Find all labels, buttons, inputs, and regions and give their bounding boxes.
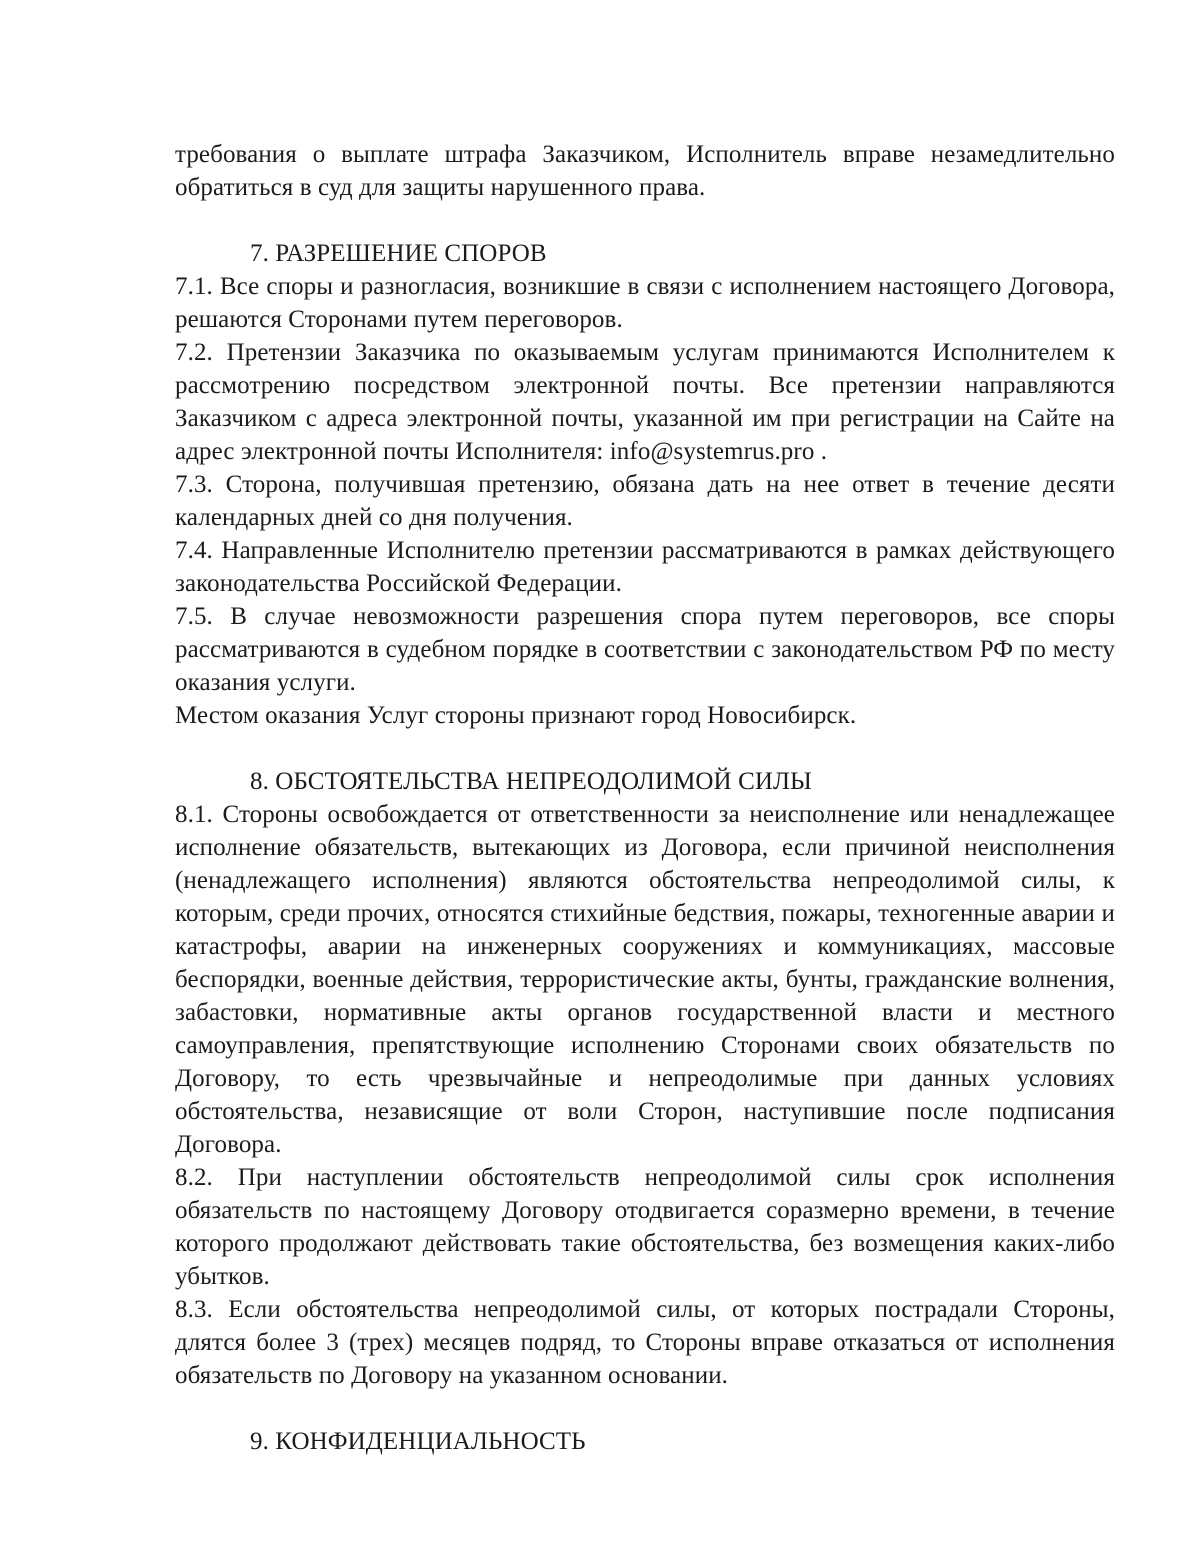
paragraph-place-of-services: Местом оказания Услуг стороны признают город Новосибирск. <box>175 702 857 729</box>
clause-7-4: 7.4. Направленные Исполнителю претензии рассматриваются в рамках действующего законодательства Российской Федерации. <box>175 537 1115 597</box>
heading-section-9-confidentiality: 9. КОНФИДЕНЦИАЛЬНОСТЬ <box>250 1428 586 1455</box>
clause-7-1: 7.1. Все споры и разногласия, возникшие в связи с исполнением настоящего Договора, решаются Сторонами путем переговоров. <box>175 273 1115 333</box>
paragraph-continuation-clause-6: требования о выплате штрафа Заказчиком, Исполнитель вправе незамедлительно обратиться в суд для защиты нарушенного права. <box>175 141 1115 201</box>
clause-7-5: 7.5. В случае невозможности разрешения спора путем переговоров, все споры рассматриваются в судебном порядке в соответствии с законодательством РФ по месту оказания услуги. <box>175 603 1115 696</box>
clause-8-2: 8.2. При наступлении обстоятельств непреодолимой силы срок исполнения обязательств по настоящему Договору отодвигается соразмерно времени, в течение которого продолжают действовать такие обстоятельства, без возмещения каких-либо убытков. <box>175 1164 1115 1290</box>
clause-7-2: 7.2. Претензии Заказчика по оказываемым услугам принимаются Исполнителем к рассмотрению посредством электронной почты. Все претензии направляются Заказчиком с адреса электронной почты, указанной им при регистрации на Сайте на адрес электронной почты Исполнителя: info@systemrus.pro . <box>175 339 1115 465</box>
clause-7-3: 7.3. Сторона, получившая претензию, обязана дать на нее ответ в течение десяти календарных дней со дня получения. <box>175 471 1115 531</box>
heading-section-8-force-majeure: 8. ОБСТОЯТЕЛЬСТВА НЕПРЕОДОЛИМОЙ СИЛЫ <box>250 768 812 795</box>
clause-8-1: 8.1. Стороны освобождается от ответственности за неисполнение или ненадлежащее исполнение обязательств, вытекающих из Договора, если причиной неисполнения (ненадлежащего исполнения) являются обстоятельства непреодолимой силы, к которым, среди прочих, относятся стихийные бедствия, пожары, техногенные аварии и катастрофы, аварии на инженерных сооружениях и коммуникациях, массовые беспорядки, военные действия, террористические акты, бунты, гражданские волнения, забастовки, нормативные акты органов государственной власти и местного самоуправления, препятствующие исполнению Сторонами своих обязательств по Договору, то есть чрезвычайные и непреодолимые при данных условиях обстоятельства, независящие от воли Сторон, наступившие после подписания Договора. <box>175 801 1115 1158</box>
clause-8-3: 8.3. Если обстоятельства непреодолимой силы, от которых пострадали Стороны, длятся более 3 (трех) месяцев подряд, то Стороны вправе отказаться от исполнения обязательств по Договору на указанном основании. <box>175 1296 1115 1389</box>
heading-section-7-disputes: 7. РАЗРЕШЕНИЕ СПОРОВ <box>250 240 547 267</box>
